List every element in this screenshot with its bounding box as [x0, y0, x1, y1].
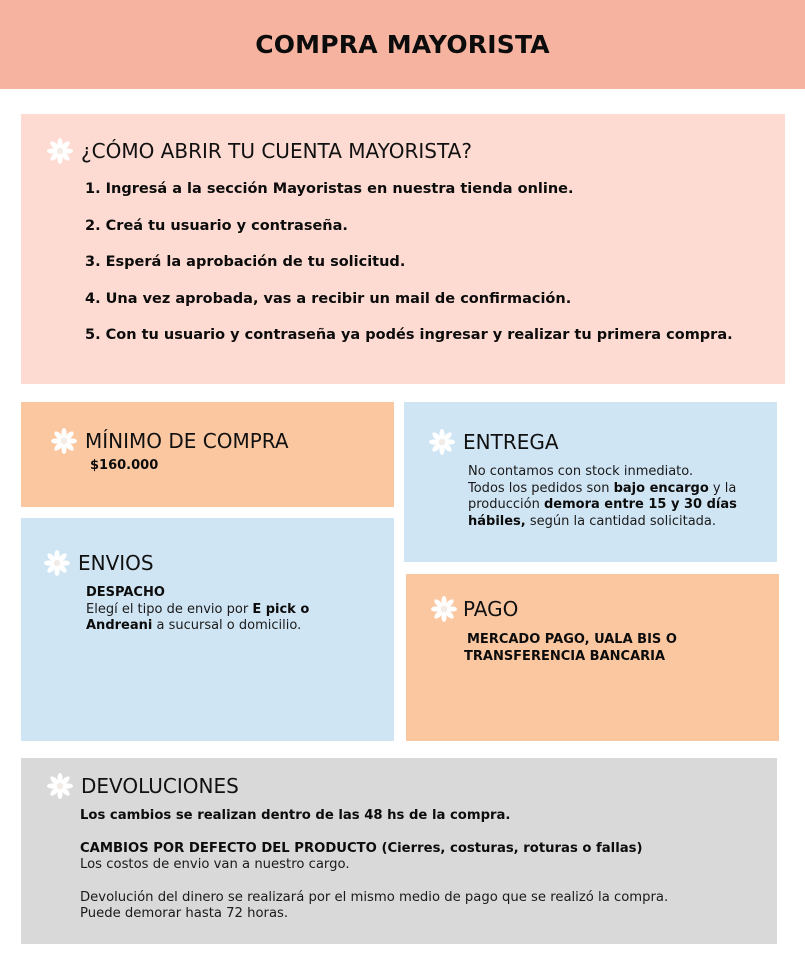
returns-text — [80, 808, 770, 923]
returns-line: Los cambios se realizan dentro de las 48 hs de la compra. — [80, 808, 511, 823]
delivery-line: producción demora entre 15 y 30 días — [468, 497, 737, 512]
flower-icon — [47, 773, 73, 799]
returns-line: Puede demorar hasta 72 horas. — [80, 906, 289, 921]
page-header — [0, 0, 805, 89]
minimum-card — [21, 402, 394, 507]
delivery-line: No contamos con stock inmediato. — [468, 464, 694, 479]
step-item: 3. Esperá la aprobación de tu solicitud. — [85, 254, 406, 270]
delivery-card — [404, 402, 777, 562]
returns-card — [21, 758, 777, 944]
account-title — [47, 138, 472, 164]
shipping-card — [21, 518, 394, 741]
shipping-text — [86, 585, 386, 635]
step-item: 1. Ingresá a la sección Mayoristas en nuestra tienda online. — [85, 181, 574, 197]
delivery-text — [468, 464, 768, 530]
returns-title-text: DEVOLUCIONES — [81, 774, 239, 798]
payment-card — [406, 574, 779, 741]
minimum-amount — [90, 458, 158, 475]
payment-line: TRANSFERENCIA BANCARIA — [464, 648, 666, 664]
returns-defect-title: CAMBIOS POR DEFECTO DEL PRODUCTO (Cierres, costuras, roturas o fallas) — [80, 840, 643, 856]
step-item: 5. Con tu usuario y contraseña ya podés ingresar y realizar tu primera compra. — [85, 327, 733, 343]
payment-title — [431, 596, 518, 622]
account-title-text: ¿CÓMO ABRIR TU CUENTA MAYORISTA? — [81, 139, 472, 163]
shipping-title — [44, 550, 154, 576]
step-item: 2. Creá tu usuario y contraseña. — [85, 217, 348, 234]
payment-line: MERCADO PAGO, UALA BIS O — [467, 632, 677, 647]
shipping-line: Andreani a sucursal o domicilio. — [86, 618, 302, 633]
flower-icon — [431, 596, 457, 622]
page-title: COMPRA MAYORISTA — [255, 30, 550, 59]
returns-line: Devolución del dinero se realizará por el mismo medio de pago que se realizó la compra. — [80, 889, 669, 905]
shipping-title-text: ENVIOS — [78, 551, 154, 575]
flower-icon — [47, 138, 73, 164]
delivery-line: Todos los pedidos son bajo encargo y la — [468, 480, 737, 496]
minimum-amount-value: $160.000 — [90, 458, 159, 473]
account-card — [21, 114, 785, 384]
flower-icon — [429, 429, 455, 455]
shipping-subtitle: DESPACHO — [86, 585, 165, 600]
delivery-line: hábiles, según la cantidad solicitada. — [468, 513, 717, 529]
step-item: 4. Una vez aprobada, vas a recibir un mail de confirmación. — [85, 290, 572, 307]
payment-title-text: PAGO — [463, 597, 519, 621]
account-steps — [85, 179, 805, 362]
returns-title — [47, 773, 239, 799]
minimum-title — [51, 428, 289, 454]
returns-line: Los costos de envio van a nuestro cargo. — [80, 857, 350, 872]
shipping-line: Elegí el tipo de envio por E pick o — [86, 601, 310, 617]
delivery-title-text: ENTREGA — [463, 430, 559, 454]
minimum-title-text: MÍNIMO DE COMPRA — [85, 429, 289, 453]
payment-text — [464, 632, 764, 665]
delivery-title — [429, 429, 559, 455]
flower-icon — [44, 550, 70, 576]
flower-icon — [51, 428, 77, 454]
